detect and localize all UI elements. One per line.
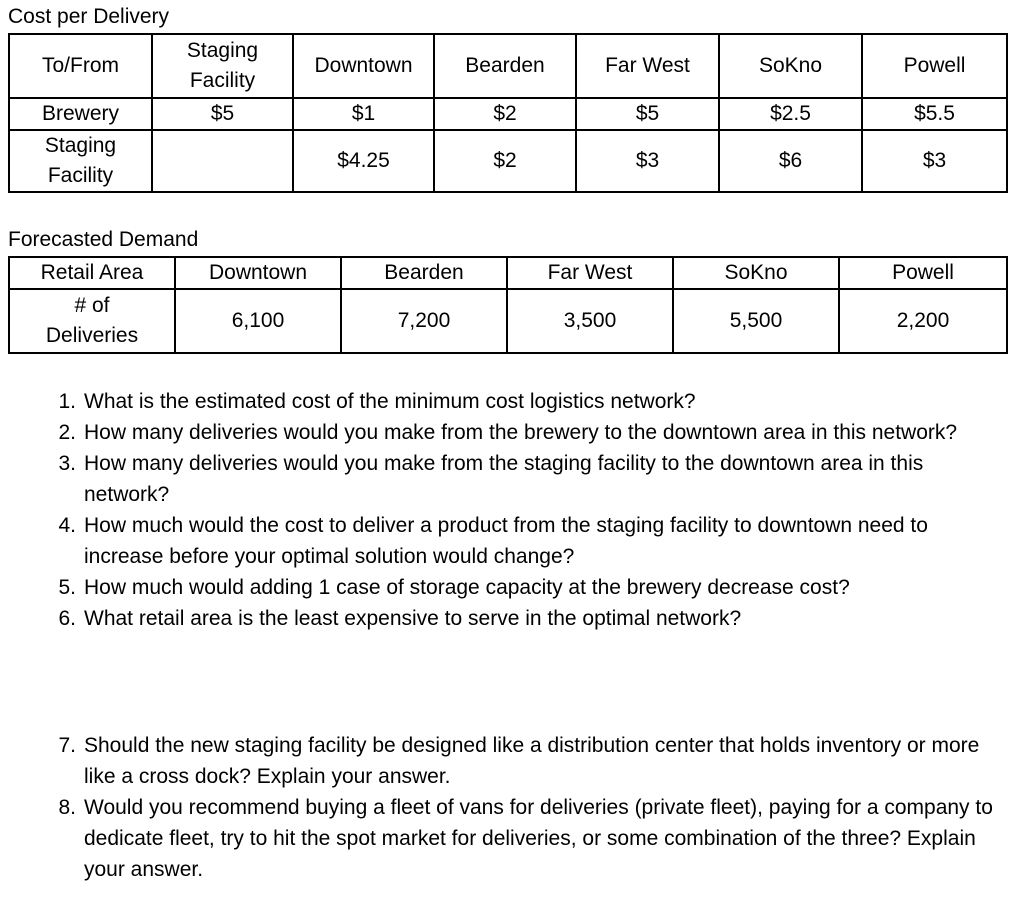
table-row bbox=[9, 289, 1007, 353]
table-cell: $1 bbox=[293, 98, 434, 130]
table-cell: $5 bbox=[576, 98, 719, 130]
table-cell: $2.5 bbox=[719, 98, 862, 130]
column-header: Bearden bbox=[434, 34, 576, 98]
question-item bbox=[48, 386, 1008, 417]
column-header: Far West bbox=[576, 34, 719, 98]
table-cell: $5 bbox=[152, 98, 293, 130]
table-cell: $5.5 bbox=[862, 98, 1007, 130]
table-cell: 2,200 bbox=[839, 289, 1007, 353]
row-label: Brewery bbox=[9, 98, 152, 130]
table-cell: 5,500 bbox=[673, 289, 839, 353]
question-list bbox=[48, 386, 1008, 634]
table-cell: $4.25 bbox=[293, 130, 434, 192]
column-header: Retail Area bbox=[9, 257, 175, 289]
question-item bbox=[48, 603, 1008, 634]
question-item bbox=[48, 510, 1008, 572]
question-number: 3. bbox=[58, 452, 76, 475]
column-header: Downtown bbox=[293, 34, 434, 98]
row-label-line: Deliveries bbox=[45, 324, 139, 347]
column-header: Powell bbox=[839, 257, 1007, 289]
table-cell: $3 bbox=[576, 130, 719, 192]
question-number: 7. bbox=[58, 734, 76, 757]
demand-table-title: Forecasted Demand bbox=[8, 228, 199, 251]
column-header: Bearden bbox=[341, 257, 507, 289]
row-label-line: # of bbox=[74, 294, 110, 317]
question-item bbox=[48, 730, 1008, 792]
column-header: To/From bbox=[9, 34, 152, 98]
question-number: 2. bbox=[58, 421, 76, 444]
table-cell bbox=[152, 130, 293, 192]
column-header-label: Staging Facility bbox=[186, 39, 259, 92]
table-header-row bbox=[9, 257, 1007, 289]
table-cell: $6 bbox=[719, 130, 862, 192]
question-item bbox=[48, 792, 1008, 885]
table-cell: 6,100 bbox=[175, 289, 341, 353]
question-text: How much would adding 1 case of storage capacity at the brewery decrease cost? bbox=[84, 576, 850, 599]
column-header: Far West bbox=[507, 257, 673, 289]
question-number: 8. bbox=[58, 796, 76, 819]
table-cell: 3,500 bbox=[507, 289, 673, 353]
column-header: Powell bbox=[862, 34, 1007, 98]
table-cell: $2 bbox=[434, 130, 576, 192]
cost-per-delivery-table bbox=[8, 33, 1008, 193]
row-label bbox=[9, 130, 152, 192]
question-item bbox=[48, 572, 1008, 603]
question-number: 4. bbox=[58, 514, 76, 537]
forecasted-demand-table bbox=[8, 256, 1008, 354]
question-text: How many deliveries would you make from the staging facility to the downtown area in this network? bbox=[84, 452, 924, 506]
table-cell: $3 bbox=[862, 130, 1007, 192]
column-header: SoKno bbox=[673, 257, 839, 289]
question-text: What retail area is the least expensive to serve in the optimal network? bbox=[84, 607, 742, 630]
question-number: 5. bbox=[58, 576, 76, 599]
column-header bbox=[152, 34, 293, 98]
question-text: How much would the cost to deliver a product from the staging facility to downtown need to increase before your optimal solution would change? bbox=[84, 514, 928, 568]
table-header-row bbox=[9, 34, 1007, 98]
question-text: Would you recommend buying a fleet of vans for deliveries (private fleet), paying for a company to dedicate fleet, try to hit the spot market for deliveries, or some combination of the three? Explain your answer. bbox=[84, 796, 993, 881]
column-header: SoKno bbox=[719, 34, 862, 98]
table-row bbox=[9, 98, 1007, 130]
question-number: 6. bbox=[58, 607, 76, 630]
question-text: How many deliveries would you make from the brewery to the downtown area in this network? bbox=[84, 421, 958, 444]
question-number: 1. bbox=[58, 390, 76, 413]
question-list bbox=[48, 730, 1008, 885]
table-row bbox=[9, 130, 1007, 192]
question-item bbox=[48, 448, 1008, 510]
question-text: What is the estimated cost of the minimum cost logistics network? bbox=[84, 390, 696, 413]
question-item bbox=[48, 417, 1008, 448]
table-cell: 7,200 bbox=[341, 289, 507, 353]
row-label-text: Staging Facility bbox=[44, 134, 117, 187]
question-text: Should the new staging facility be designed like a distribution center that holds inventory or more like a cross dock? Explain your answer. bbox=[84, 734, 980, 788]
table-cell: $2 bbox=[434, 98, 576, 130]
row-label bbox=[9, 289, 175, 353]
cost-table-title: Cost per Delivery bbox=[8, 5, 170, 28]
column-header: Downtown bbox=[175, 257, 341, 289]
